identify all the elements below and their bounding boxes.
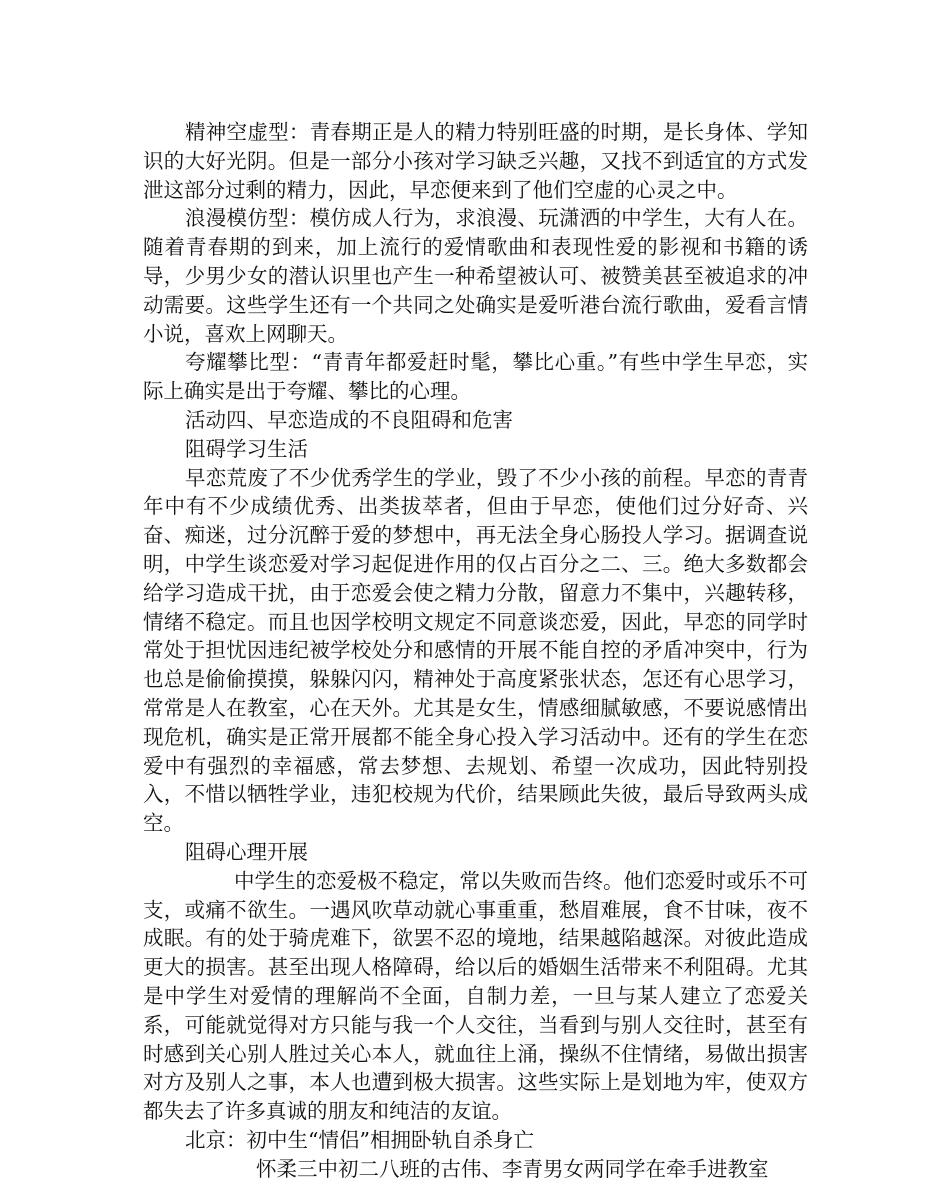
paragraph-spiritual-emptiness: 精神空虚型：青春期正是人的精力特别旺盛的时期，是长身体、学知识的大好光阴。但是一部分小孩对学习缺乏兴趣，又找不到适宜的方式发泄这部分过剩的精力，因此，早恋便来到了他们空虚的心灵之中。 — [143, 120, 808, 202]
document-body — [143, 118, 808, 1183]
paragraph-romantic-imitation: 浪漫模仿型：模仿成人行为，求浪漫、玩潇洒的中学生，大有人在。随着青春期的到来，加上流行的爱情歌曲和表现性爱的影视和书籍的诱导，少男少女的潜认识里也产生一种希望被认可、被赞美甚至被追求的冲动需要。这些学生还有一个共同之处确实是爱听港台流行歌曲，爱看言情小说，喜欢上网聊天。 — [143, 206, 808, 346]
subheading-psychological-impact: 阻碍心理开展 — [185, 839, 308, 864]
paragraph-study-impact: 早恋荒废了不少优秀学生的学业，毁了不少小孩的前程。早恋的青青年中有不少成绩优秀、出类拔萃者，但由于早恋，使他们过分好奇、兴奋、痴迷，过分沉醉于爱的梦想中，再无法全身心肠投人学习。据调查说明，中学生谈恋爱对学习起促进作用的仅占百分之二、三。绝大多数都会给学习造成干扰，由于恋爱会使之精力分散，留意力不集中，兴趣转移，情绪不稳定。而且也因学校明文规定不同意谈恋爱，因此，早恋的同学时常处于担忧因违纪被学校处分和感情的开展不能自控的矛盾冲突中，行为也总是偷偷摸摸，躲躲闪闪，精神处于高度紧张状态，怎还有心思学习，常常是人在教室，心在天外。尤其是女生，情感细腻敏感，不要说感情出现危机，确实是正常开展都不能全身心投入学习活动中。还有的学生在恋爱中有强烈的幸福感，常去梦想、去规划、希望一次成功，因此特别投入，不惜以牺牲学业，违犯校规为代价，结果顾此失彼，最后导致两头成空。 — [143, 465, 808, 836]
news-body: 怀柔三中初二八班的古伟、李青男女两同学在牵手进教室 — [256, 1156, 769, 1181]
paragraph-showing-off: 夸耀攀比型：“青青年都爱赶时髦，攀比心重。”有些中学生早恋，实际上确实是出于夸耀、攀比的心理。 — [143, 350, 808, 404]
section-heading-activity-four: 活动四、早恋造成的不良阻碍和危害 — [185, 407, 513, 432]
paragraph-psychological-impact: 中学生的恋爱极不稳定，常以失败而告终。他们恋爱时或乐不可支，或痛不欲生。一遇风吹草动就心事重重，愁眉难展，食不甘味，夜不成眠。有的处于骑虎难下，欲罢不忍的境地，结果越陷越深。对彼此造成更大的损害。甚至出现人格障碍，给以后的婚姻生活带来不利阻碍。尤其是中学生对爱情的理解尚不全面，自制力差，一旦与某人建立了恋爱关系，可能就觉得对方只能与我一个人交往，当看到与别人交往时，甚至有时感到关心别人胜过关心本人，就血往上涌，操纵不住情绪，易做出损害对方及别人之事，本人也遭到极大损害。这些实际上是划地为牢，使双方都失去了许多真诚的朋友和纯洁的友谊。 — [143, 868, 808, 1124]
news-headline: 北京：初中生“情侣”相拥卧轨自杀身亡 — [185, 1127, 534, 1152]
subheading-study-impact: 阻碍学习生活 — [185, 436, 308, 461]
